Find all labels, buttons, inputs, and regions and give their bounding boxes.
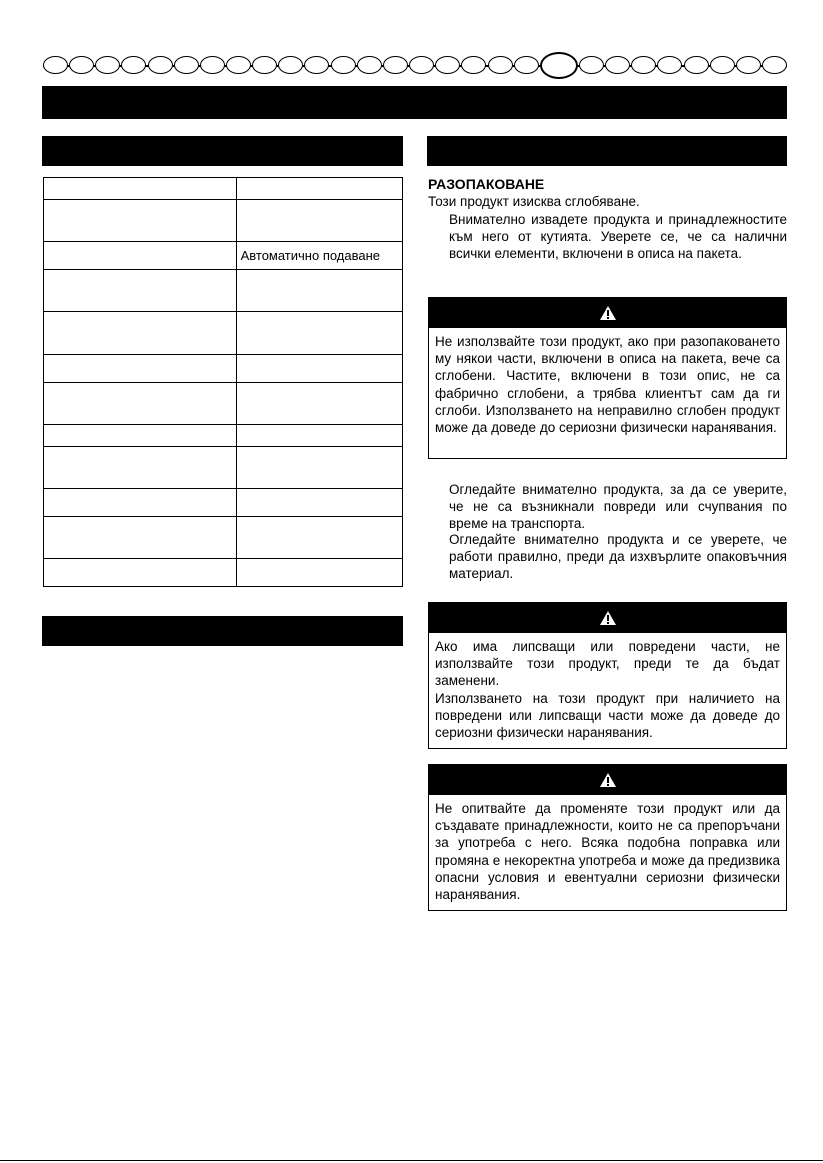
spec-value <box>236 517 402 559</box>
language-circle <box>174 56 199 74</box>
table-row <box>44 447 403 489</box>
table-row <box>44 242 403 270</box>
table-row <box>44 200 403 242</box>
language-circle <box>331 56 356 74</box>
specifications-table <box>43 177 403 587</box>
assembly-section-header <box>427 136 787 166</box>
warning-box-modifications <box>428 764 787 911</box>
warning-box-missing-parts <box>428 602 787 749</box>
language-circle <box>488 56 513 74</box>
language-circle <box>736 56 761 74</box>
warning-text: Не опитвайте да променяте този продукт или да създавате принадлежности, които не са препоръчани за употреба с него. Всяка подобна поправка или промяна е некоректна употреба и може да предизвика опасни условия и евентуални сериозни физически наранявания. <box>435 801 780 903</box>
spec-value <box>236 200 402 242</box>
table-row <box>44 517 403 559</box>
spec-label <box>44 355 237 383</box>
spec-label <box>44 270 237 312</box>
spec-label <box>44 517 237 559</box>
language-circle <box>579 56 604 74</box>
warning-box-header <box>429 765 786 795</box>
table-row <box>44 489 403 517</box>
language-circle <box>200 56 225 74</box>
language-circle <box>148 56 173 74</box>
language-circle <box>684 56 709 74</box>
spec-label <box>44 312 237 355</box>
unpacking-step-2: Огледайте внимателно продукта, за да се уверите, че не са възникнали повреди или счупвания по време на транспорта. <box>449 482 787 531</box>
language-circle <box>43 56 68 74</box>
specifications-section-header <box>42 136 403 166</box>
table-row <box>44 270 403 312</box>
language-circle <box>435 56 460 74</box>
spec-label <box>44 200 237 242</box>
unpacking-step-3: Огледайте внимателно продукта и се уверете, че работи правилно, преди да изхвърлите опаковъчния материал. <box>449 532 787 581</box>
warning-text: Използването на този продукт при наличието на повредени или липсващи части може да доведе до сериозни физически наранявания. <box>435 690 780 741</box>
table-row <box>44 178 403 200</box>
language-circle <box>226 56 251 74</box>
spec-value <box>236 312 402 355</box>
warning-text: Не използвайте този продукт, ако при разопаковането му някои части, включени в описа на пакета, вече са сглобени. Частите, включени в този опис, не са фабрично сглобени, а трябва клиентът сам да ги сглоби. Използването на неправилно сглобен продукт може да доведе до сериозни физически наранявания. <box>435 334 780 436</box>
language-circle <box>357 56 382 74</box>
product-features-section-header <box>42 616 403 646</box>
language-circle <box>631 56 656 74</box>
page-bottom-rule <box>0 1160 823 1161</box>
spec-value <box>236 447 402 489</box>
spec-value <box>236 270 402 312</box>
spec-value <box>236 559 402 587</box>
language-circle <box>252 56 277 74</box>
table-row <box>44 559 403 587</box>
language-circle <box>762 56 787 74</box>
table-row <box>44 312 403 355</box>
table-row <box>44 383 403 425</box>
language-indicator-strip <box>43 52 787 80</box>
language-circle <box>383 56 408 74</box>
table-row <box>44 425 403 447</box>
spec-value <box>236 425 402 447</box>
spec-value <box>236 489 402 517</box>
language-circle <box>514 56 539 74</box>
table-row <box>44 355 403 383</box>
language-circle <box>278 56 303 74</box>
spec-label <box>44 242 237 270</box>
language-circle <box>121 56 146 74</box>
warning-triangle-icon <box>599 305 617 321</box>
unpacking-title: РАЗОПАКОВАНЕ <box>428 176 545 192</box>
spec-label <box>44 425 237 447</box>
warning-box-header <box>429 298 786 328</box>
spec-value <box>236 383 402 425</box>
language-circle <box>69 56 94 74</box>
spec-label <box>44 559 237 587</box>
language-circle <box>710 56 735 74</box>
language-circle <box>95 56 120 74</box>
spec-label <box>44 178 237 200</box>
page-header-banner <box>42 86 787 119</box>
spec-value <box>236 178 402 200</box>
spec-value: Автоматично подаване <box>236 242 402 270</box>
spec-value <box>236 355 402 383</box>
warning-box-header <box>429 603 786 633</box>
warning-triangle-icon <box>599 772 617 788</box>
warning-box-assembled-parts <box>428 297 787 459</box>
warning-text: Ако има липсващи или повредени части, не използвайте този продукт, преди те да бъдат заменени. <box>435 639 780 689</box>
language-circle <box>304 56 329 74</box>
warning-triangle-icon <box>599 610 617 626</box>
language-circle <box>657 56 682 74</box>
assembly-intro-text: Този продукт изисква сглобяване. <box>428 194 640 209</box>
spec-label <box>44 447 237 489</box>
spec-label <box>44 383 237 425</box>
language-circle-active <box>540 52 578 79</box>
language-circle <box>409 56 434 74</box>
language-circle <box>461 56 486 74</box>
language-circle <box>605 56 630 74</box>
unpacking-step-1: Внимателно извадете продукта и принадлежностите към него от кутията. Уверете се, че са налични всички елементи, включени в описа на пакета. <box>449 212 787 261</box>
spec-label <box>44 489 237 517</box>
